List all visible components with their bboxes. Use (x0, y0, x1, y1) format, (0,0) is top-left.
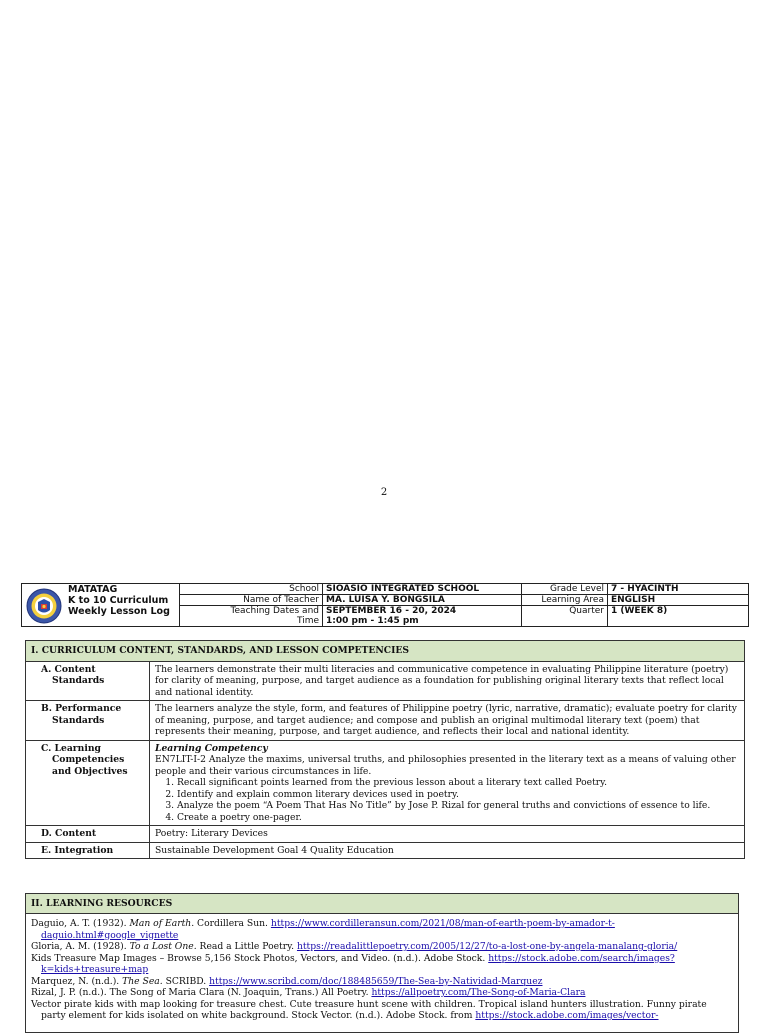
reference-title: The Sea. (122, 975, 163, 987)
learning-resources (25, 893, 739, 1033)
reference-title: Man of Earth. (129, 918, 195, 929)
reference-link[interactable]: https://www.scribd.com/doc/188485659/The-Sea-by-Natividad-Marquez (209, 975, 543, 987)
reference-source: SCRIBD. (162, 975, 210, 987)
time-value-line: 1:00 pm - 1:45 pm (326, 616, 419, 626)
reference-item (26, 953, 738, 976)
reference-text: Marquez, N. (n.d.). (31, 975, 123, 987)
reference-link[interactable]: https://stock.adobe.com/images/vector- (475, 1010, 659, 1021)
header-brand (22, 584, 180, 626)
dates-value (323, 606, 522, 626)
program-title: MATATAG (68, 584, 118, 595)
competencies-label: C. Learning Competencies and Objectives (41, 742, 128, 777)
integration-label: E. Integration (41, 844, 114, 856)
dates-label-line1: Teaching Dates and (230, 606, 319, 616)
reference-link[interactable]: https://allpoetry.com/The-Song-of-Maria-Clara (371, 987, 586, 998)
section1-heading: I. CURRICULUM CONTENT, STANDARDS, AND LESSON COMPETENCIES (26, 641, 745, 662)
lesson-log-header (21, 583, 749, 627)
reference-text: Daguio, A. T. (1932). (31, 918, 130, 929)
reference-item (26, 987, 738, 999)
content-standards-label: A. Content Standards (41, 663, 105, 686)
quarter-value: 1 (WEEK 8) (611, 606, 668, 616)
content-label: D. Content (41, 828, 97, 839)
section2-heading: II. LEARNING RESOURCES (26, 894, 738, 914)
curriculum-title: K to 10 Curriculum (68, 595, 169, 606)
reference-item (26, 976, 738, 988)
teacher-label: Name of Teacher (180, 595, 323, 606)
reference-link[interactable]: https://www.cordilleransun.com/2021/08/man-of-earth-poem-by-amador-t-daguio.html#google_vignette (41, 918, 615, 941)
reference-item (26, 941, 738, 953)
deped-seal-icon (26, 588, 62, 624)
dates-value-line: SEPTEMBER 16 - 20, 2024 (326, 606, 457, 616)
area-label: Learning Area (522, 595, 608, 606)
reference-item (26, 999, 738, 1022)
dates-label-line2: Time (296, 616, 319, 626)
objectives-list (155, 777, 739, 823)
dates-label (180, 606, 323, 626)
quarter-label: Quarter (522, 606, 608, 626)
content-standards-text: The learners demonstrate their multi literacies and communicative competence in evaluating Philippine literature (poetry) for clarity of meaning, purpose, and target audience as a foundation for publishing original literary texts that reflect local and national identity. (150, 661, 745, 701)
header-info-grid (180, 584, 748, 626)
area-value: ENGLISH (608, 595, 748, 606)
reference-text: Kids Treasure Map Images – Browse 5,156 Stock Photos, Vectors, and Video. (n.d.). Adobe Stock. (31, 952, 489, 964)
reference-link[interactable]: https://stock.adobe.com/search/images?k=kids+treasure+map (41, 952, 675, 975)
reference-text: Vector pirate kids with map looking for treasure chest. Cute treasure hunt scene with children. Tropical island hunters illustration. Funny pirate party element for kids isolated on white background. Stock Vector. (n.d.). Adobe Stock. from (31, 998, 707, 1021)
competencies-cell (150, 740, 745, 826)
integration-text: Sustainable Development Goal 4 Quality Education (150, 842, 745, 859)
content-text: Poetry: Literary Devices (150, 826, 745, 843)
reference-text: Gloria, A. M. (1928). (31, 941, 130, 952)
header-titles (68, 584, 170, 617)
reference-source: Cordillera Sun. (194, 918, 271, 929)
reference-list (26, 918, 738, 1022)
objective-item: 2. Identify and explain common literary devices used in poetry. (177, 789, 739, 801)
objective-item: 1. Recall significant points learned from the previous lesson about a literary text called Poetry. (177, 777, 739, 789)
reference-title: To a Lost One. (129, 941, 197, 952)
performance-standards-label: B. Performance Standards (41, 703, 122, 726)
reference-source: Read a Little Poetry. (196, 941, 297, 952)
competency-subhead: Learning Competency (155, 742, 268, 754)
reference-link[interactable]: https://readalittlepoetry.com/2005/12/27/to-a-lost-one-by-angela-manalang-gloria/ (296, 941, 678, 952)
school-value: SIOASIO INTEGRATED SCHOOL (323, 584, 522, 595)
grade-label: Grade Level (522, 584, 608, 595)
objective-item: 3. Analyze the poem “A Poem That Has No Title” by Jose P. Rizal for general truths and convictions of essence to life. (177, 800, 739, 812)
curriculum-table (25, 640, 745, 859)
objective-item: 4. Create a poetry one-pager. (177, 812, 739, 824)
page-number: 2 (380, 487, 388, 498)
reference-item (26, 918, 738, 941)
grade-value: 7 - HYACINTH (608, 584, 748, 595)
teacher-value: MA. LUISA Y. BONGSILA (323, 595, 522, 606)
competency-text: EN7LIT-I-2 Analyze the maxims, universal truths, and philosophies presented in the literary text as a means of valuing other people and their various circumstances in life. (155, 754, 736, 777)
school-label: School (180, 584, 323, 595)
reference-text: Rizal, J. P. (n.d.). The Song of Maria Clara (N. Joaquin, Trans.) All Poetry. (31, 987, 372, 998)
log-title: Weekly Lesson Log (68, 606, 170, 617)
performance-standards-text: The learners analyze the style, form, and features of Philippine poetry (lyric, narrative, dramatic); evaluate poetry for clarity of meaning, purpose, and target audience; and compose and publish an original multimodal literary text (poem) that represents their meaning, purpose, and target audience, and reflects their local and national identity. (150, 701, 745, 741)
